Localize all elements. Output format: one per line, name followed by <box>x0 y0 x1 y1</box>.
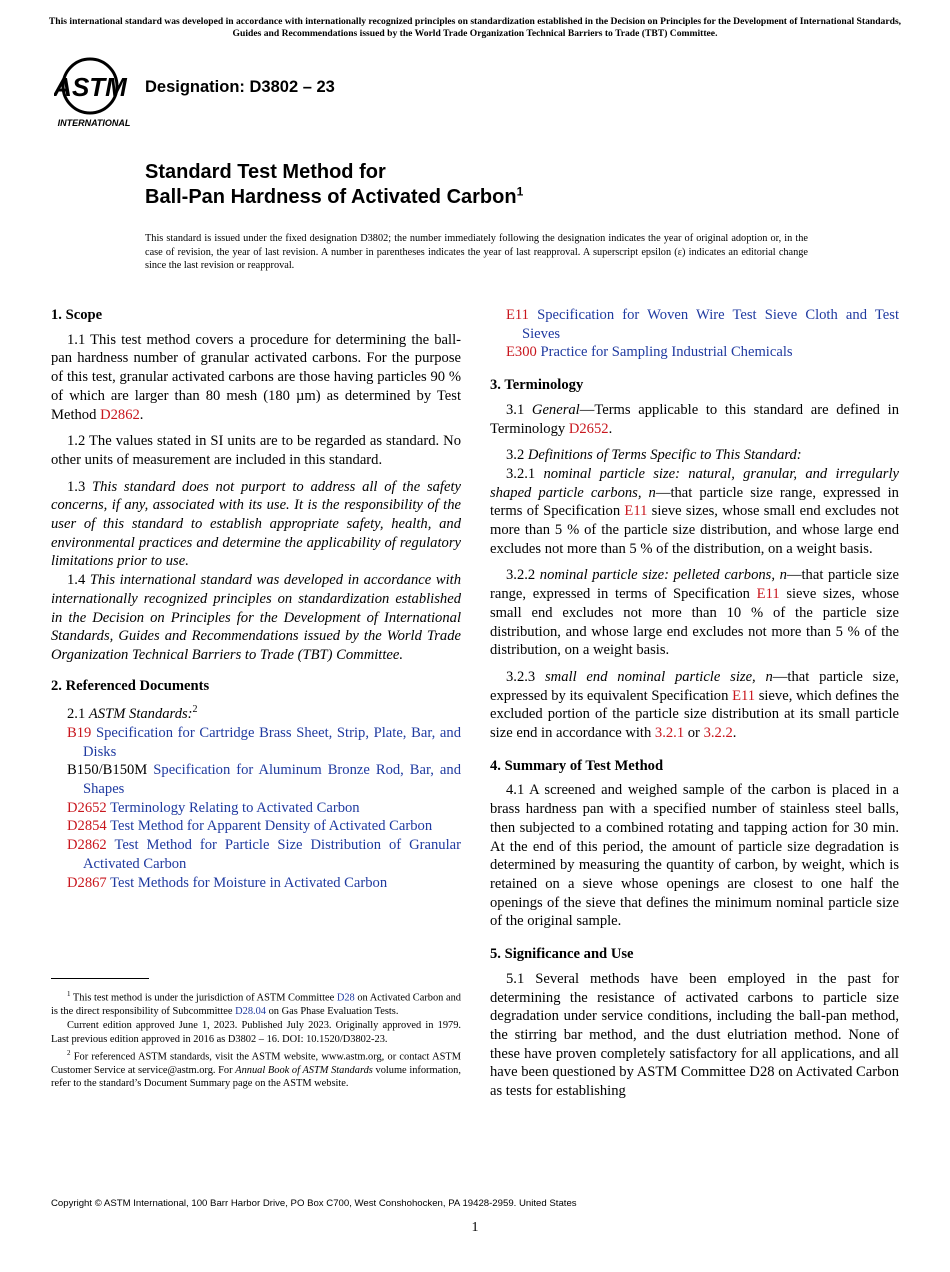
footnote-rule <box>51 978 149 979</box>
link-e11[interactable]: E11 <box>756 586 780 603</box>
link-e11[interactable]: E11 <box>624 503 648 520</box>
page-title <box>145 160 523 210</box>
significance-heading: 5. Significance and Use <box>490 946 634 963</box>
para-3-2-3: 3.2.3 small end nominal particle size, n—that particle size, expressed by its equivalent Specification E11 sieve, which defines the excluded portion of the particle size distribution at its small particle size end in accordance with 3.2.1 or 3.2.2. <box>490 668 899 742</box>
issued-statement: This standard is issued under the fixed designation D3802; the number immediately following the designation indicates the year of original adoption or, in the case of revision, the year of last revision. A number in parentheses indicates the year of last reapproval. A superscript epsilon (ε) indicates an editorial change since the last revision or reapproval. <box>145 233 808 271</box>
link-e11[interactable]: E11 <box>732 687 756 704</box>
footnotes <box>51 988 461 1092</box>
para-1-1: 1.1 This test method covers a procedure for determining the ball-pan hardness number of granular activated carbons. For the purpose of this test, granular activated carbons are those having particles 90 % of which are larger than 80 mesh (180 µm) as determined by Test Method D2862. <box>51 331 461 423</box>
right-column <box>490 306 899 1101</box>
title-line1: Standard Test Method for <box>145 161 386 183</box>
para-3-2-2: 3.2.2 nominal particle size: pelleted carbons, n—that particle size range, expressed in terms of Specification E11 sieve sizes, whose small end excludes not more than 10 % of the particle size distribution, and whose large end excludes not more than 5 % of the distribution, on a weight basis. <box>490 567 899 659</box>
ref-e11[interactable]: E11 Specification for Woven Wire Test Sieve Cloth and Test Sieves <box>506 307 899 342</box>
para-2-1: 2.1 ASTM Standards:$^2$ <box>67 704 198 723</box>
summary-heading: 4. Summary of Test Method <box>490 757 664 774</box>
ref-b19[interactable]: B19 Specification for Cartridge Brass Sheet, Strip, Plate, Bar, and Disks <box>67 724 461 760</box>
para-3-2-1: 3.2.1 nominal particle size: natural, granular, and irregularly shaped particle carbons, n—that particle size range, expressed in terms of Specification E11 sieve sizes, whose small end excludes not more than 5 % of the particle size distribution, and whose large end excludes not more than 5 % of the distribution, on a weight basis. <box>490 465 899 557</box>
para-3-2: 3.2 Definitions of Terms Specific to This Standard: <box>506 447 802 464</box>
footnote-2: $^2$ For referenced ASTM standards, visit the ASTM website, www.astm.org, or contact ASTM Customer Service at service@astm.org. For Annual Book of ASTM Standards volume information, refer to the standard’s Document Summary page on the ASTM website. <box>51 1049 461 1090</box>
link-d2862[interactable]: D2862 <box>100 406 140 423</box>
para-4-1: 4.1 A screened and weighed sample of the carbon is placed in a brass hardness pan with a specified number of stainless steel balls, then subjected to a combined rotating and tapping action for 30 min. At the end of this period, the amount of particle size degradation is determined by measuring the quantity of carbon, by weight, which is retained on a sieve whose openings are closest to one half the openings of the sieve that defines the minimum nominal particle size of the original sample. <box>490 782 899 930</box>
ref-d2854[interactable]: D2854 Test Method for Apparent Density of Activated Carbon <box>67 818 433 835</box>
ref-d2867[interactable]: D2867 Test Methods for Moisture in Activated Carbon <box>67 874 388 891</box>
logo-text: ASTM <box>54 72 127 102</box>
ref-e300[interactable]: E300 Practice for Sampling Industrial Chemicals <box>506 344 793 361</box>
scope-heading: 1. Scope <box>51 307 103 323</box>
link-d28-04[interactable]: D28.04 <box>235 1005 267 1017</box>
title-line2: Ball-Pan Hardness of Activated Carbon <box>145 186 517 208</box>
para-1-3: 1.3 This standard does not purport to address all of the safety concerns, if any, associated with its use. It is the responsibility of the user of this standard to establish appropriate safety, health, and environmental practices and determine the applicability of regulatory limitations prior to use. <box>51 478 461 570</box>
para-1-4: 1.4 This international standard was developed in accordance with internationally recognized principles on standardization established in the Decision on Principles for the Development of International Standards, Guides and Recommendations issued by the World Trade Organization Technical Barriers to Trade (TBT) Committee. <box>51 572 462 663</box>
link-3-2-2[interactable]: 3.2.2 <box>703 725 733 742</box>
para-3-1: 3.1 General—Terms applicable to this standard are defined in Terminology D2652. <box>490 401 899 437</box>
copyright: Copyright © ASTM International, 100 Barr Harbor Drive, PO Box C700, West Conshohocken, PA 19428-2959. United States <box>51 1198 577 1209</box>
footnote-current-edition: Current edition approved June 1, 2023. Published July 2023. Originally approved in 1979. Last previous edition approved in 2016 as D3802 – 16. DOI: 10.1520/D3802-23. <box>51 1020 461 1045</box>
astm-logo <box>54 56 134 132</box>
title-sup: 1 <box>516 184 524 199</box>
designation: Designation: D3802 – 23 <box>145 78 335 96</box>
footnote-1: $^1$ This test method is under the jurisdiction of ASTM Committee D28 on Activated Carbon and is the direct responsibility of Subcommittee D28.04 on Gas Phase Evaluation Tests. <box>51 990 461 1017</box>
terminology-heading: 3. Terminology <box>490 377 584 394</box>
ref-d2862[interactable]: D2862 Test Method for Particle Size Distribution of Granular Activated Carbon <box>67 837 461 872</box>
para-1-2: 1.2 The values stated in SI units are to be regarded as standard. No other units of measurement are included in this standard. <box>51 433 461 468</box>
logo-subtext: INTERNATIONAL <box>57 118 131 128</box>
link-d28[interactable]: D28 <box>336 992 355 1004</box>
link-3-2-1[interactable]: 3.2.1 <box>654 725 685 742</box>
page-number: 1 <box>471 1220 479 1235</box>
link-d2652[interactable]: D2652 <box>568 420 609 437</box>
top-note: This international standard was developed in accordance with internationally recognized principles on standardization established in the Decision on Principles for the Development of International Standards, Guides and Recommendations issued by the World Trade Organization Technical Barriers to Trade (TBT) Committee. <box>48 16 902 39</box>
ref-b150[interactable]: B150/B150M Specification for Aluminum Bronze Rod, Bar, and Shapes <box>67 762 461 798</box>
refdocs-heading: 2. Referenced Documents <box>51 677 210 694</box>
para-5-1: 5.1 Several methods have been employed in the past for determining the resistance of activated carbons to particle size degradation under service conditions, including the ball-pan method, the stirring bar method, and the dust elutriation method. None of these have proven completely satisfactory for all applications, and all have been questioned by ASTM Committee D28 on Activated Carbon as tests for establishing <box>490 970 899 1100</box>
left-column <box>51 306 461 892</box>
ref-d2652[interactable]: D2652 Terminology Relating to Activated Carbon <box>67 799 360 816</box>
